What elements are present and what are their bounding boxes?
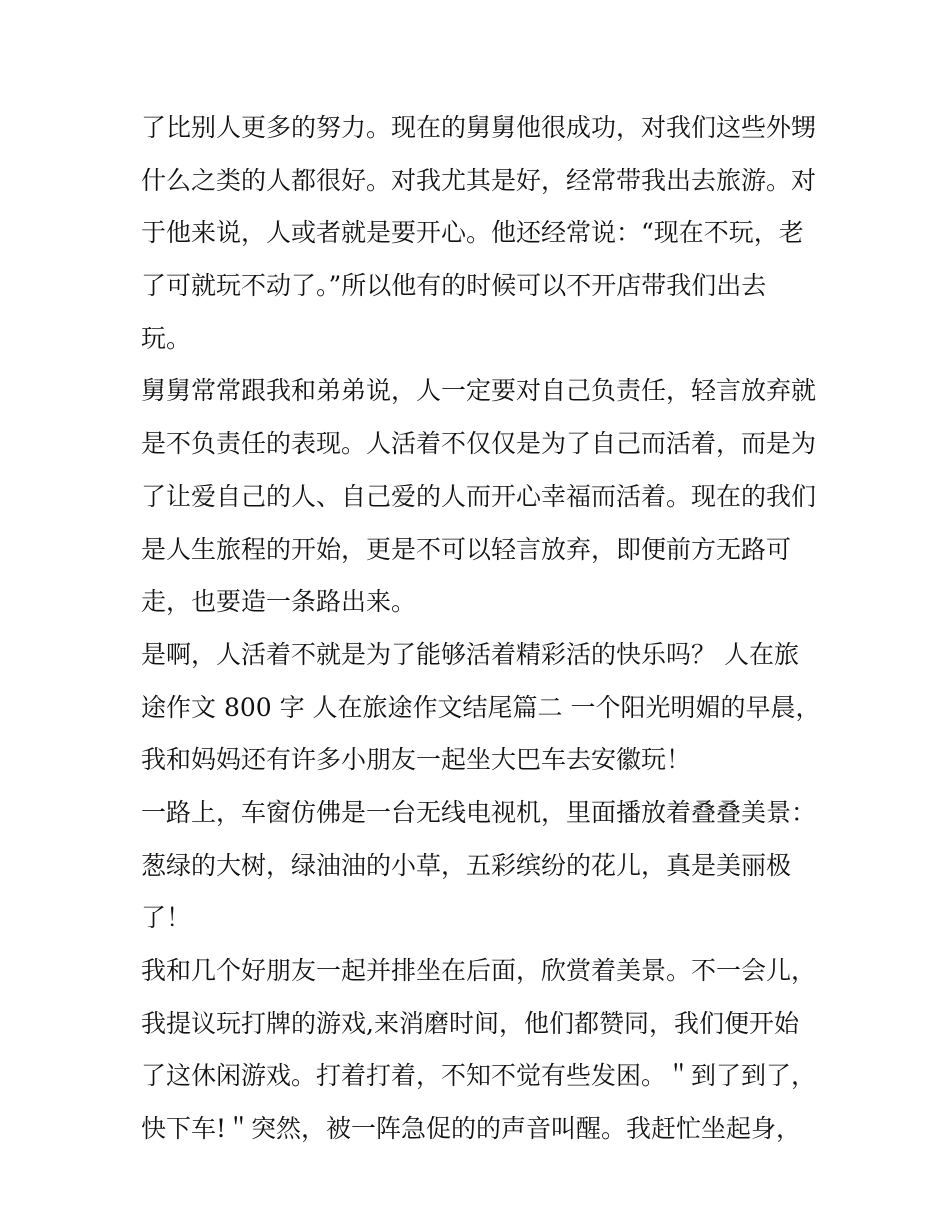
text-line: 了可就玩不动了。”所以他有的时候可以不开店带我们出去: [141, 271, 767, 301]
text-line: 我和妈妈还有许多小朋友一起坐大巴车去安徽玩！: [141, 745, 692, 775]
text-line: 玩。: [141, 323, 192, 353]
text-line: 了让爱自己的人、自己爱的人而开心幸福而活着。现在的我们: [141, 481, 817, 511]
body-text: [141, 102, 841, 1156]
text-line: 我和几个好朋友一起并排坐在后面，欣赏着美景。不一会儿，: [141, 956, 817, 985]
text-line: 什么之类的人都很好。对我尤其是好，经常带我出去旅游。对: [141, 165, 817, 195]
text-line: 途作文 800 字 人在旅途作文结尾篇二 一个阳光明媚的早晨，: [141, 692, 821, 722]
text-line: 一路上，车窗仿佛是一台无线电视机，里面播放着叠叠美景：: [141, 797, 817, 827]
text-line: 舅舅常常跟我和弟弟说，人一定要对自己负责任，轻言放弃就: [141, 376, 817, 406]
text-line: 了这休闲游戏。打着打着，不知不觉有些发困。＂到了到了，: [141, 1061, 817, 1091]
text-line: 快下车!＂突然，被一阵急促的的声音叫醒。我赶忙坐起身，: [141, 1114, 802, 1144]
text-line: 是不负责任的表现。人活着不仅仅是为了自己而活着，而是为: [141, 429, 817, 459]
text-line: 是啊，人活着不就是为了能够活着精彩活的快乐吗？ 人在旅: [141, 639, 799, 669]
text-line: 了！: [141, 903, 192, 933]
text-line: 了比别人更多的努力。现在的舅舅他很成功，对我们这些外甥: [141, 113, 817, 142]
text-line: 我提议玩打牌的游戏,来消磨时间，他们都赞同，我们便开始: [141, 1008, 799, 1038]
text-line: 于他来说，人或者就是要开心。他还经常说：“现在不玩，老: [141, 218, 804, 248]
text-line: 走，也要造一条路出来。: [141, 587, 417, 617]
text-line: 是人生旅程的开始，更是不可以轻言放弃，即便前方无路可: [141, 534, 792, 564]
text-line: 葱绿的大树，绿油油的小草，五彩缤纷的花儿，真是美丽极: [141, 850, 792, 880]
